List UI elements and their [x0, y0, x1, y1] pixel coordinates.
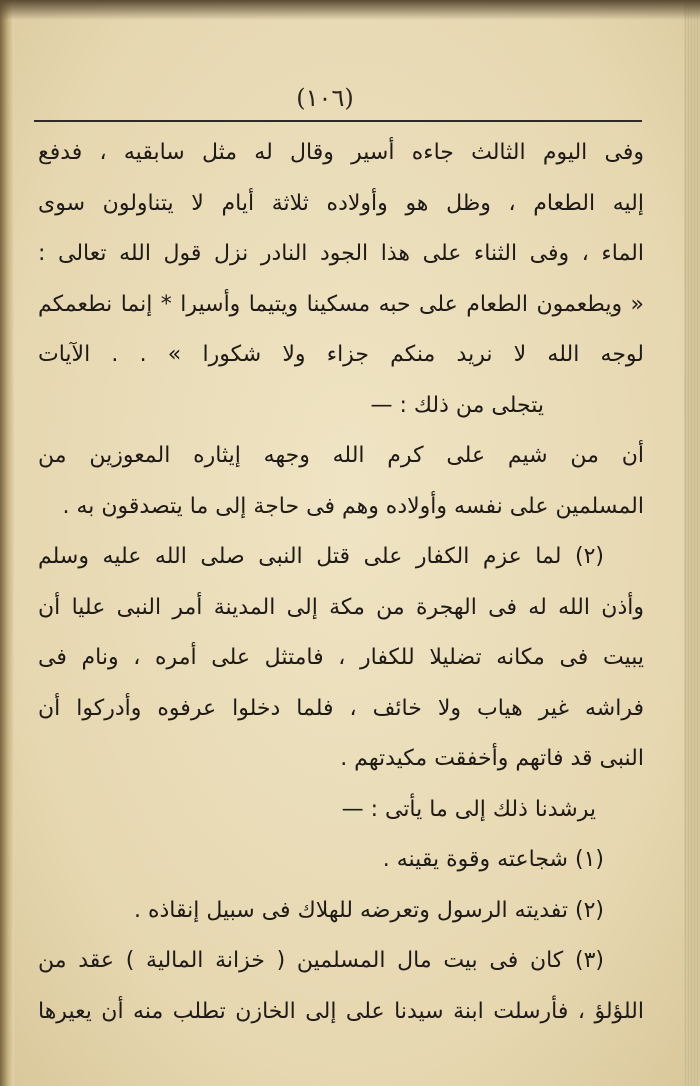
text-line: اللؤلؤ ، فأرسلت ابنة سيدنا على إلى الخازن تطلب منه أن يعيرها	[38, 998, 644, 1024]
text-line: فراشه غير هياب ولا خائف ، فلما دخلوا عرفوه وأدركوا أن	[38, 695, 644, 721]
text-line: « ويطعمون الطعام على حبه مسكينا ويتيما وأسيرا * إنما نطعمكم	[38, 291, 644, 317]
text-line: إليه الطعام ، وظل هو وأولاده ثلاثة أيام لا يتناولون سوى	[38, 190, 644, 216]
page-edge	[684, 0, 700, 1086]
text-line: (١) شجاعته وقوة يقينه .	[382, 847, 604, 872]
page-number: (١٠٦)	[296, 84, 354, 112]
text-line: النبى قد فاتهم وأخفقت مكيدتهم .	[340, 746, 644, 771]
text-line: المسلمين على نفسه وأولاده وهم فى حاجة إلى ما يتصدقون به .	[62, 493, 644, 519]
text-line: الماء ، وفى الثناء على هذا الجود النادر نزل قول الله تعالى :	[38, 241, 644, 266]
text-line: (٢) تفديته الرسول وتعرضه للهلاك فى سبيل إنقاذه .	[133, 897, 604, 923]
header-rule	[34, 120, 642, 122]
top-shadow	[0, 0, 700, 20]
text-line: لوجه الله لا نريد منكم جزاء ولا شكورا » . . الآيات	[38, 342, 644, 367]
page-binding	[0, 0, 14, 1086]
text-line: وأذن الله له فى الهجرة من مكة إلى المدينة أمر النبى عليا أن	[38, 594, 644, 620]
text-line: يبيت فى مكانه تضليلا للكفار ، فامتثل على أمره ، ونام فى	[38, 645, 644, 670]
text-line: (٢) لما عزم الكفار على قتل النبى صلى الله عليه وسلم	[38, 544, 604, 569]
text-line: (٣) كان فى بيت مال المسلمين ( خزانة المالية ) عقد من	[38, 948, 604, 973]
body-text	[38, 128, 644, 1037]
text-line: وفى اليوم الثالث جاءه أسير وقال له مثل سابقيه ، فدفع	[38, 140, 644, 165]
text-line: يتجلى من ذلك : —	[370, 392, 544, 418]
text-line: أن من شيم على كرم الله وجهه إيثاره المعوزين من	[38, 443, 644, 468]
text-line: يرشدنا ذلك إلى ما يأتى : —	[341, 796, 596, 822]
